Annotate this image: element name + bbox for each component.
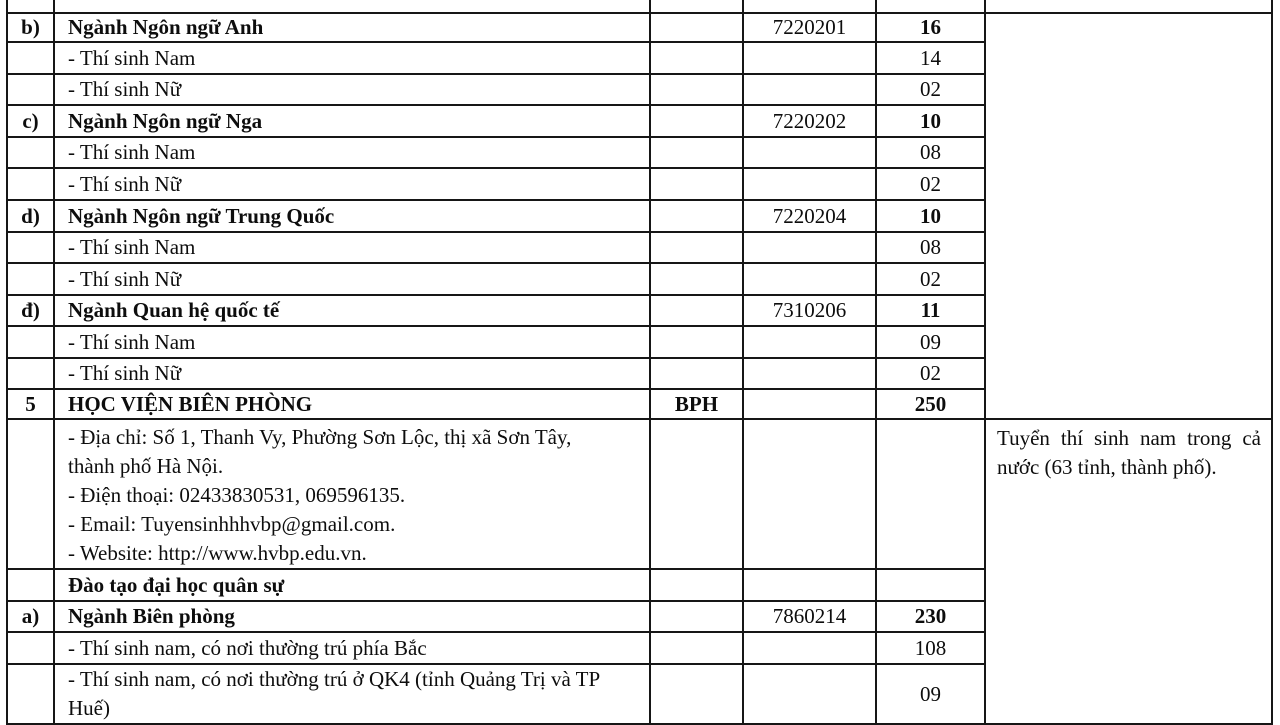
cell-abbr (650, 326, 743, 358)
cell-code (743, 0, 876, 13)
cell-index (7, 42, 54, 74)
cell-quota: 14 (876, 42, 985, 74)
cell-abbr (650, 137, 743, 168)
cell-quota: 10 (876, 200, 985, 232)
cell-quota: 02 (876, 263, 985, 295)
cell-code (743, 326, 876, 358)
cell-index (7, 168, 54, 200)
cell-index: b) (7, 13, 54, 42)
cell-name: - Thí sinh Nữ (54, 358, 650, 389)
cell-quota: 10 (876, 105, 985, 137)
cell-abbr (650, 168, 743, 200)
cell-index: d) (7, 200, 54, 232)
cell-code: 7220202 (743, 105, 876, 137)
cell-name: - Thí sinh Nam (54, 232, 650, 263)
table-row-contact-info (7, 419, 1272, 569)
cell-name (54, 0, 650, 13)
cell-index (7, 664, 54, 724)
cell-name: - Thí sinh Nữ (54, 168, 650, 200)
cell-code (743, 419, 876, 569)
cell-code: 7310206 (743, 295, 876, 326)
cell-code: 7220204 (743, 200, 876, 232)
cell-abbr (650, 74, 743, 105)
cell-quota: 230 (876, 601, 985, 632)
cell-quota (876, 569, 985, 601)
cell-code (743, 389, 876, 419)
cell-notes (985, 0, 1272, 13)
cell-name: - Thí sinh nam, có nơi thường trú ở QK4 (tỉnh Quảng Trị và TP Huế) (54, 664, 650, 724)
table-row-major (7, 13, 1272, 42)
cell-name: - Thí sinh Nam (54, 42, 650, 74)
contact-email-line: - Email: Tuyensinhhhvbp@gmail.com. (68, 512, 396, 536)
cell-quota: 09 (876, 326, 985, 358)
cell-quota: 09 (876, 664, 985, 724)
cell-name: - Thí sinh nam, có nơi thường trú phía Bắc (54, 632, 650, 664)
cell-code (743, 358, 876, 389)
cell-abbr (650, 200, 743, 232)
cell-quota: 11 (876, 295, 985, 326)
cell-code (743, 664, 876, 724)
cell-quota: 08 (876, 232, 985, 263)
cell-quota (876, 419, 985, 569)
cell-quota: 02 (876, 358, 985, 389)
cell-index (7, 263, 54, 295)
cell-abbr (650, 295, 743, 326)
cell-name: Ngành Ngôn ngữ Trung Quốc (54, 200, 650, 232)
cell-name: Ngành Biên phòng (54, 601, 650, 632)
cell-abbr (650, 232, 743, 263)
cell-index (7, 326, 54, 358)
cell-name: - Thí sinh Nữ (54, 74, 650, 105)
cell-notes-merged-empty (985, 13, 1272, 419)
cell-index: a) (7, 601, 54, 632)
cell-quota (876, 0, 985, 13)
table-row-clipped-top (7, 0, 1272, 13)
cell-index: đ) (7, 295, 54, 326)
cell-code (743, 632, 876, 664)
notes-text: Tuyển thí sinh nam trong cả nước (63 tỉnh, thành phố). (997, 426, 1261, 479)
cell-code (743, 569, 876, 601)
cell-name: Ngành Quan hệ quốc tế (54, 295, 650, 326)
cell-abbr (650, 664, 743, 724)
cell-abbr (650, 263, 743, 295)
cell-quota: 08 (876, 137, 985, 168)
cell-name: HỌC VIỆN BIÊN PHÒNG (54, 389, 650, 419)
cell-abbr (650, 632, 743, 664)
cell-quota: 250 (876, 389, 985, 419)
contact-address-line: - Địa chỉ: Số 1, Thanh Vy, Phường Sơn Lộc, thị xã Sơn Tây, thành phố Hà Nội. (68, 425, 572, 478)
cell-name: - Thí sinh Nam (54, 137, 650, 168)
cell-quota: 02 (876, 168, 985, 200)
cell-index (7, 632, 54, 664)
cell-code (743, 168, 876, 200)
cell-index (7, 137, 54, 168)
contact-website-line: - Website: http://www.hvbp.edu.vn. (68, 541, 367, 565)
cell-abbr (650, 0, 743, 13)
cell-name: Ngành Ngôn ngữ Anh (54, 13, 650, 42)
cell-code: 7220201 (743, 13, 876, 42)
cell-code (743, 137, 876, 168)
cell-quota: 02 (876, 74, 985, 105)
cell-abbr (650, 601, 743, 632)
cell-quota: 16 (876, 13, 985, 42)
cell-code (743, 42, 876, 74)
cell-abbr (650, 569, 743, 601)
contact-phone-line: - Điện thoại: 02433830531, 069596135. (68, 483, 406, 507)
cell-abbr (650, 105, 743, 137)
cell-code (743, 263, 876, 295)
cell-name: Đào tạo đại học quân sự (54, 569, 650, 601)
cell-abbr (650, 358, 743, 389)
cell-name: Ngành Ngôn ngữ Nga (54, 105, 650, 137)
cell-code (743, 232, 876, 263)
cell-index (7, 0, 54, 13)
cell-abbr: BPH (650, 389, 743, 419)
cell-index (7, 569, 54, 601)
cell-abbr (650, 13, 743, 42)
cell-index: 5 (7, 389, 54, 419)
cell-name: - Thí sinh Nam (54, 326, 650, 358)
cell-abbr (650, 42, 743, 74)
cell-code (743, 74, 876, 105)
cell-quota: 108 (876, 632, 985, 664)
cell-index (7, 419, 54, 569)
cell-abbr (650, 419, 743, 569)
admissions-table-wrap (6, 0, 1273, 725)
cell-contact-info (54, 419, 650, 569)
cell-index (7, 74, 54, 105)
cell-name: - Thí sinh Nữ (54, 263, 650, 295)
cell-notes-merged-text (985, 419, 1272, 724)
cell-index (7, 232, 54, 263)
cell-index: c) (7, 105, 54, 137)
admissions-quota-table (6, 0, 1273, 725)
cell-index (7, 358, 54, 389)
cell-code: 7860214 (743, 601, 876, 632)
